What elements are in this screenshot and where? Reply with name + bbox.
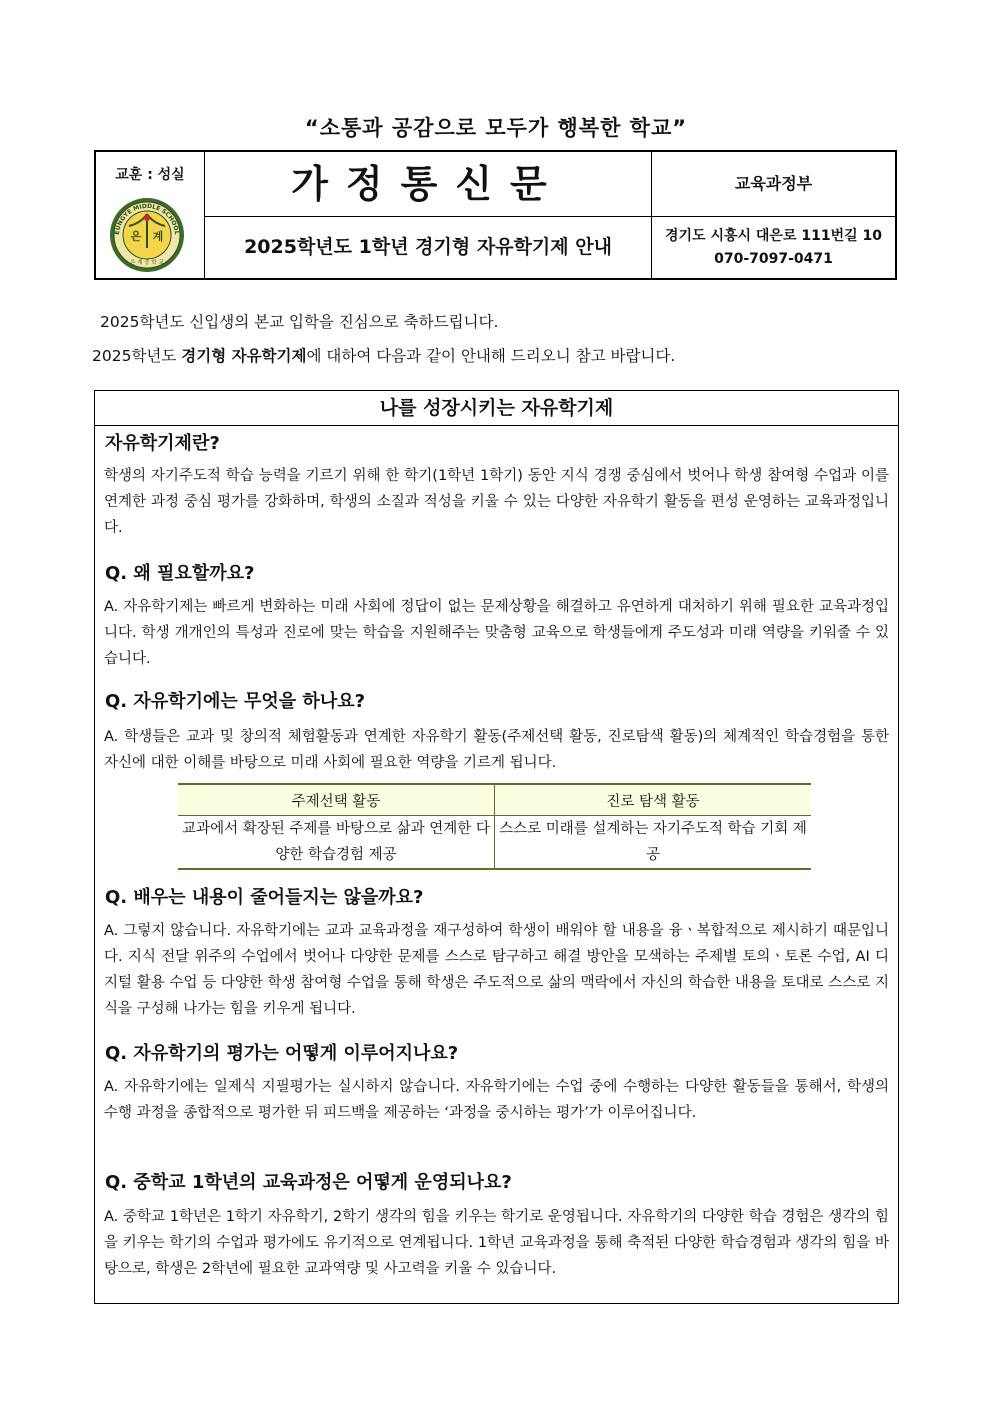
school-contact — [652, 217, 895, 278]
section-heading-activities: Q. 자유학기에는 무엇을 하나요? — [105, 691, 366, 712]
school-address: 경기도 시흥시 대은로 111번길 10 — [665, 228, 882, 244]
section-body-evaluation: A. 자유학기에는 일제식 지필평가는 실시하지 않습니다. 자유학기에는 수업 중에 수행하는 다양한 활동들을 통해서, 학생의 수행 과정을 종합적으로 평가한 뒤 피드백을 제공하는 ‘과정을 중시하는 평가’가 이루어집니다. — [104, 1079, 889, 1121]
newsletter-header — [94, 150, 897, 280]
section-body-what: 학생의 자기주도적 학습 능력을 기르기 위해 한 학기(1학년 1학기) 동안 지식 경쟁 중심에서 벗어나 학생 참여형 수업과 이를 연계한 과정 중심 평가를 강화하며, 학생의 소질과 적성을 키울 수 있는 다양한 자유학기 활동을 편성 운영하는 교육과정입니다. — [104, 468, 889, 536]
section-body-content: A. 그렇지 않습니다. 자유학기에는 교과 교육과정을 재구성하여 학생이 배워야 할 내용을 융ㆍ복합적으로 제시하기 때문입니다. 지식 전달 위주의 수업에서 벗어나 다양한 문제를 스스로 탐구하고 해결 방안을 모색하는 주제별 토의ㆍ토론 수업, AI 디지털 활용 수업 등 다양한 학생 참여형 수업을 통해 학생은 주도적으로 삶의 맥락에서 자신의 학습한 내용을 토대로 스스로 지식을 구성해 나가는 힘을 키우게 됩니다. — [104, 923, 889, 1017]
school-motto-label: 교훈 : 성실 — [115, 167, 185, 183]
newsletter-title: 가정통신문 — [205, 152, 652, 217]
department-name: 교육과정부 — [652, 152, 895, 217]
intro-greeting: 2025학년도 신입생의 본교 입학을 진심으로 축하드립니다. — [100, 313, 499, 331]
intro-notice-post: 에 대하여 다음과 같이 안내해 드리오니 참고 바랍니다. — [306, 347, 676, 365]
section-heading-why: Q. 왜 필요할까요? — [105, 563, 255, 584]
activity-cell-topic: 교과에서 확장된 주제를 바탕으로 삶과 연계한 다양한 학습경험 제공 — [178, 816, 495, 870]
intro-notice-pre: 2025학년도 — [92, 347, 182, 365]
activity-header-topic: 주제선택 활동 — [178, 784, 495, 816]
school-phone: 070-7097-0471 — [714, 251, 833, 267]
content-title: 나를 성장시키는 자유학기제 — [95, 391, 898, 426]
newsletter-subtitle: 2025학년도 1학년 경기형 자유학기제 안내 — [205, 217, 652, 278]
school-motto-slogan: “소통과 공감으로 모두가 행복한 학교” — [304, 116, 688, 140]
school-emblem-icon — [107, 196, 187, 274]
section-heading-content: Q. 배우는 내용이 줄어들지는 않을까요? — [105, 887, 424, 908]
emblem-right-char: 계 — [152, 230, 164, 243]
activity-header-career: 진로 탐색 활동 — [495, 784, 812, 816]
activity-table-row — [178, 816, 811, 870]
emblem-ring-text: EUNGYE MIDDLE SCHOOL — [113, 202, 181, 236]
activity-table-header-row — [178, 784, 811, 816]
content-box — [94, 390, 899, 1304]
section-heading-what: 자유학기제란? — [105, 433, 220, 454]
intro-notice-bold: 경기형 자유학기제 — [181, 347, 307, 365]
section-body-curriculum: A. 중학교 1학년은 1학기 자유학기, 2학기 생각의 힘을 키우는 학기로 운영됩니다. 자유학기의 다양한 학습 경험은 생각의 힘을 키우는 학기의 수업과 평가에도 유기적으로 연계됩니다. 1학년 교육과정을 통해 축적된 다양한 학습경험과 생각의 힘을 바탕으로, 학생은 2학년에 필요한 교과역량 및 사고력을 키울 수 있습니다. — [104, 1209, 889, 1277]
section-body-activities: A. 학생들은 교과 및 창의적 체험활동과 연계한 자유학기 활동(주제선택 활동, 진로탐색 활동)의 체계적인 학습경험을 통한 자신에 대한 이해를 바탕으로 미래 사회에 필요한 역량을 기르게 됩니다. — [104, 729, 889, 771]
section-heading-curriculum: Q. 중학교 1학년의 교육과정은 어떻게 운영되나요? — [105, 1172, 512, 1193]
section-body-why: A. 자유학기제는 빠르게 변화하는 미래 사회에 정답이 없는 문제상황을 해결하고 유연하게 대처하기 위해 필요한 교육과정입니다. 학생 개개인의 특성과 진로에 맞는 학습을 지원해주는 맞춤형 교육으로 학생들에게 주도성과 미래 역량을 키워줄 수 있습니다. — [104, 599, 889, 667]
intro-notice — [92, 344, 675, 366]
header-left-cell — [96, 152, 205, 278]
emblem-left-char: 은 — [130, 230, 142, 243]
activity-cell-career: 스스로 미래를 설계하는 자기주도적 학습 기회 제공 — [495, 816, 812, 870]
section-heading-evaluation: Q. 자유학기의 평가는 어떻게 이루어지나요? — [105, 1043, 459, 1064]
activity-table — [178, 783, 811, 870]
emblem-bottom-text: 은 계 중 학 교 — [130, 260, 164, 266]
